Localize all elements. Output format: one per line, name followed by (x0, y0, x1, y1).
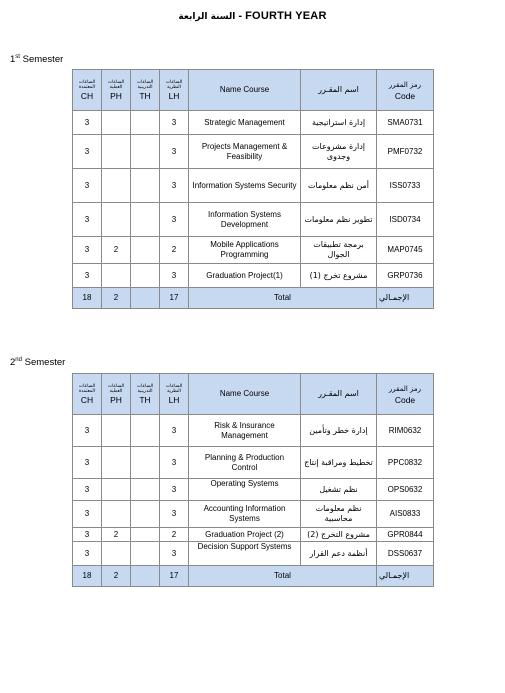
cell-th (131, 479, 160, 501)
cell-lh: 3 (160, 135, 189, 169)
cell-th (131, 203, 160, 237)
table-row (73, 264, 434, 288)
semester-1-number: 1 (10, 54, 16, 66)
total-ph: 2 (102, 566, 131, 587)
total-label: Total (274, 571, 291, 580)
cell-arabic-name: تخطيط ومراقبة إنتاج (301, 447, 377, 479)
table-row (73, 415, 434, 447)
cell-ph (102, 203, 131, 237)
semester-1-text: Semester (19, 54, 64, 66)
cell-th (131, 264, 160, 288)
cell-course-name: Mobile Applications Programming (189, 237, 301, 264)
total-ph: 2 (102, 288, 131, 309)
table-row (73, 447, 434, 479)
header-name-course: Name Course (189, 374, 301, 415)
cell-th (131, 447, 160, 479)
total-th (131, 566, 160, 587)
cell-arabic-name: أنظمة دعم القرار (301, 542, 377, 566)
header-lh: الساعات النظرية LH (160, 70, 189, 111)
cell-ch: 3 (73, 542, 102, 566)
cell-ph (102, 501, 131, 528)
cell-ph (102, 447, 131, 479)
header-arabic-name: اسم المقـرر (301, 374, 377, 415)
table-total-row (73, 566, 434, 587)
cell-th (131, 501, 160, 528)
semester-1-label (10, 54, 63, 65)
semester-2-table (72, 373, 434, 587)
semester-2-label (10, 357, 65, 368)
cell-arabic-name: نظم معلومات محاسبية (301, 501, 377, 528)
cell-ph (102, 169, 131, 203)
cell-code: AIS0833 (377, 501, 434, 528)
cell-code: PMF0732 (377, 135, 434, 169)
cell-arabic-name: برمجة تطبيقات الجوال (301, 237, 377, 264)
cell-ch: 3 (73, 415, 102, 447)
table-row (73, 169, 434, 203)
cell-ch: 3 (73, 479, 102, 501)
table-header-row (73, 70, 434, 111)
cell-arabic-name: تطوير نظم معلومات (301, 203, 377, 237)
total-label: Total (274, 293, 291, 302)
cell-ph: 2 (102, 237, 131, 264)
cell-ch: 3 (73, 528, 102, 542)
cell-code: GRP0736 (377, 264, 434, 288)
cell-course-name: Graduation Project(1) (189, 264, 301, 288)
cell-course-name: Graduation Project (2) (189, 528, 301, 542)
cell-ch: 3 (73, 169, 102, 203)
cell-code: OPS0632 (377, 479, 434, 501)
table-row (73, 479, 434, 501)
cell-th (131, 237, 160, 264)
cell-course-name: Information Systems Security (189, 169, 301, 203)
header-th: الساعات التدريبية TH (131, 374, 160, 415)
cell-course-name: Information Systems Development (189, 203, 301, 237)
header-ch: الساعات المعتمدة CH (73, 70, 102, 111)
cell-ph (102, 111, 131, 135)
header-code: رمز المقرر Code (377, 70, 434, 111)
cell-code: GPR0844 (377, 528, 434, 542)
table-row (73, 542, 434, 566)
cell-th (131, 415, 160, 447)
cell-arabic-name: نظم تشغيل (301, 479, 377, 501)
cell-lh: 3 (160, 169, 189, 203)
semester-2-number: 2 (10, 357, 16, 369)
header-lh: الساعات النظرية LH (160, 374, 189, 415)
semester-1-suffix: st (15, 54, 20, 60)
total-th (131, 288, 160, 309)
cell-ch: 3 (73, 203, 102, 237)
cell-lh: 2 (160, 237, 189, 264)
cell-ch: 3 (73, 501, 102, 528)
table-row (73, 528, 434, 542)
semester-2-text: Semester (21, 357, 66, 369)
title-separator: - (235, 10, 246, 22)
cell-lh: 3 (160, 203, 189, 237)
total-label-arabic: الإجمـالي (377, 288, 434, 309)
cell-course-name: Planning & Production Control (189, 447, 301, 479)
table-row (73, 501, 434, 528)
cell-arabic-name: إدارة خطر وتأمين (301, 415, 377, 447)
cell-code: ISS0733 (377, 169, 434, 203)
total-ch: 18 (73, 566, 102, 587)
total-label-cell (189, 288, 377, 309)
cell-lh: 3 (160, 479, 189, 501)
total-lh: 17 (160, 288, 189, 309)
header-arabic-name: اسم المقـرر (301, 70, 377, 111)
total-ch: 18 (73, 288, 102, 309)
table-row (73, 135, 434, 169)
cell-arabic-name: أمن نظم معلومات (301, 169, 377, 203)
cell-ch: 3 (73, 237, 102, 264)
cell-ph (102, 135, 131, 169)
cell-code: SMA0731 (377, 111, 434, 135)
cell-th (131, 528, 160, 542)
table-row (73, 237, 434, 264)
cell-th (131, 111, 160, 135)
cell-lh: 2 (160, 528, 189, 542)
cell-ph (102, 542, 131, 566)
cell-th (131, 169, 160, 203)
cell-course-name: Decision Support Systems (189, 542, 301, 566)
header-th: الساعات التدريبية TH (131, 70, 160, 111)
cell-arabic-name: إدارة استراتيجية (301, 111, 377, 135)
cell-course-name: Projects Management & Feasibility (189, 135, 301, 169)
cell-ch: 3 (73, 111, 102, 135)
cell-code: ISD0734 (377, 203, 434, 237)
cell-code: PPC0832 (377, 447, 434, 479)
cell-code: RIM0632 (377, 415, 434, 447)
cell-th (131, 135, 160, 169)
total-label-cell (189, 566, 377, 587)
cell-ch: 3 (73, 447, 102, 479)
cell-code: DSS0637 (377, 542, 434, 566)
cell-code: MAP0745 (377, 237, 434, 264)
semester-2-suffix: nd (15, 357, 22, 363)
cell-course-name: Operating Systems (189, 479, 301, 501)
title-arabic: السنة الرابعة (178, 12, 236, 22)
cell-arabic-name: إدارة مشروعات وجدوى (301, 135, 377, 169)
table-header-row (73, 374, 434, 415)
table-row (73, 203, 434, 237)
cell-ph (102, 479, 131, 501)
total-label-arabic: الإجمـالي (377, 566, 434, 587)
cell-lh: 3 (160, 415, 189, 447)
cell-course-name: Accounting Information Systems (189, 501, 301, 528)
cell-ch: 3 (73, 135, 102, 169)
cell-ph: 2 (102, 528, 131, 542)
header-ch: الساعات المعتمدة CH (73, 374, 102, 415)
table-row (73, 111, 434, 135)
semester-1-table (72, 69, 434, 309)
page-title (0, 10, 505, 22)
cell-lh: 3 (160, 111, 189, 135)
table-total-row (73, 288, 434, 309)
cell-th (131, 542, 160, 566)
cell-lh: 3 (160, 447, 189, 479)
cell-ph (102, 415, 131, 447)
header-name-course: Name Course (189, 70, 301, 111)
cell-course-name: Strategic Management (189, 111, 301, 135)
cell-lh: 3 (160, 264, 189, 288)
title-english: FOURTH YEAR (245, 10, 327, 22)
cell-arabic-name: مشروع تخرج (1) (301, 264, 377, 288)
cell-arabic-name: مشروع التخرج (2) (301, 528, 377, 542)
header-ph: الساعات العملية PH (102, 70, 131, 111)
cell-ch: 3 (73, 264, 102, 288)
cell-lh: 3 (160, 501, 189, 528)
cell-ph (102, 264, 131, 288)
cell-lh: 3 (160, 542, 189, 566)
header-code: رمز المقرر Code (377, 374, 434, 415)
cell-course-name: Risk & Insurance Management (189, 415, 301, 447)
header-ph: الساعات العملية PH (102, 374, 131, 415)
total-lh: 17 (160, 566, 189, 587)
